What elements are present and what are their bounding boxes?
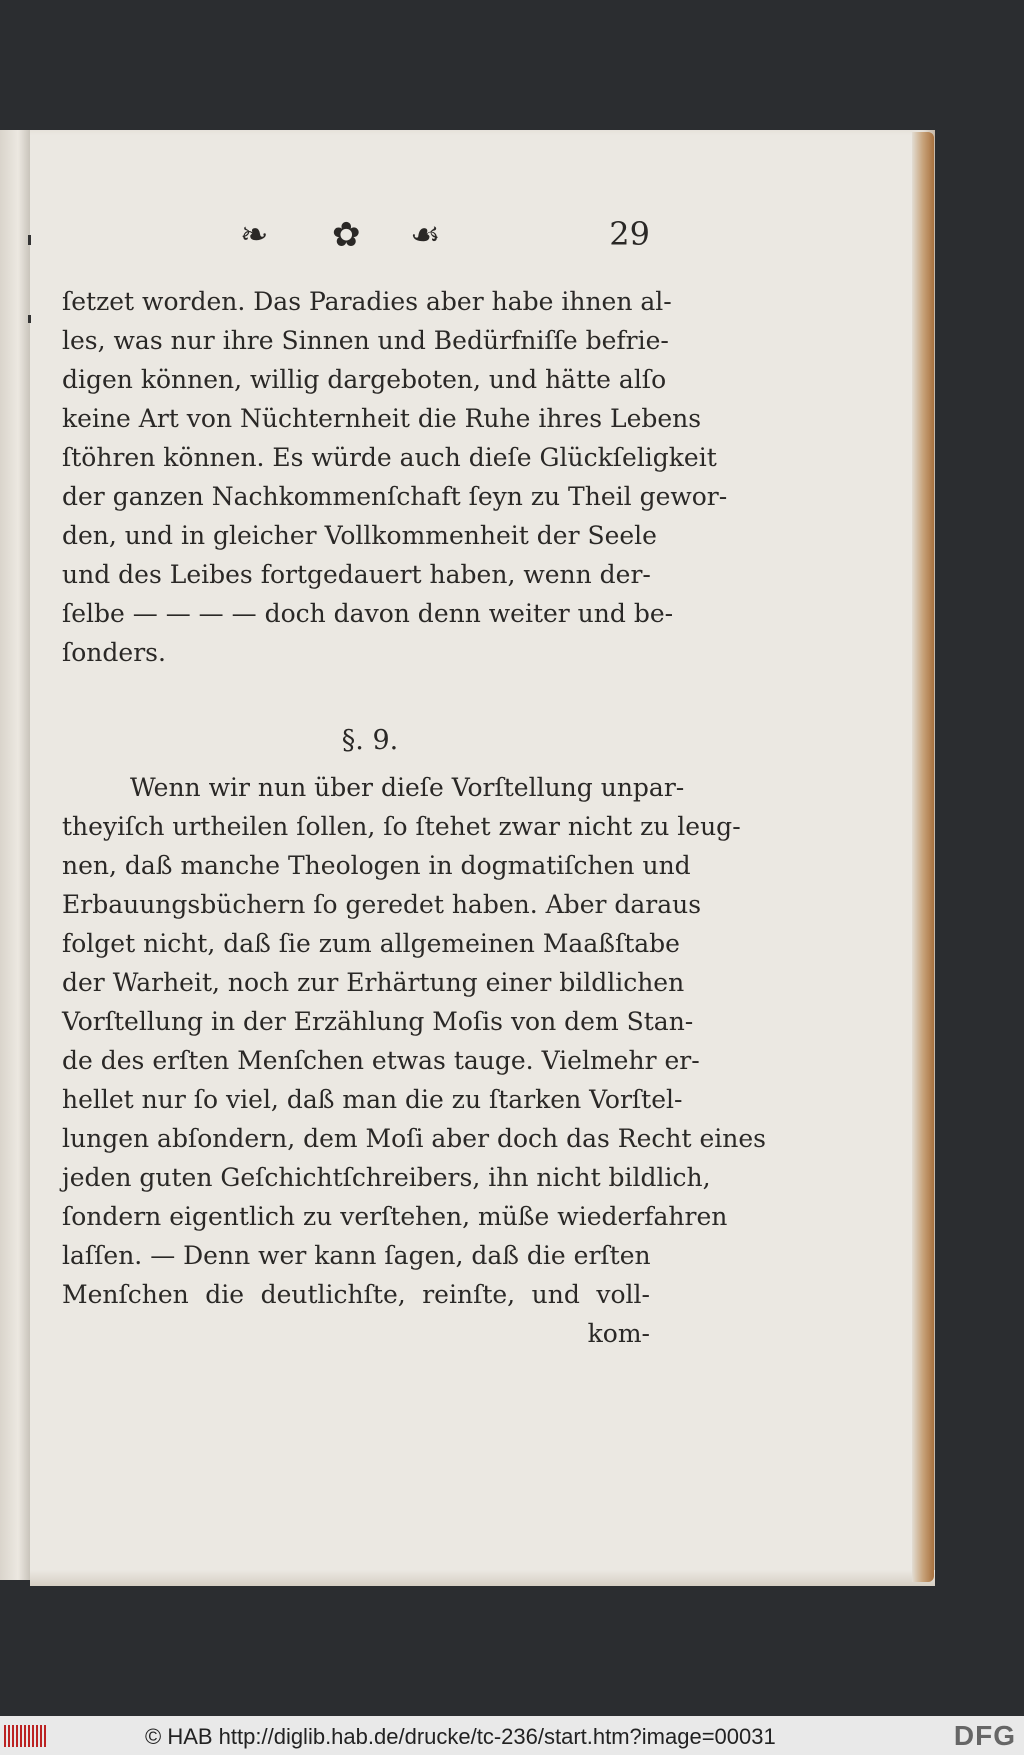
footer-bar (0, 1716, 1024, 1755)
paragraph-2 (62, 768, 767, 1353)
section-heading: §. 9. (341, 725, 399, 756)
margin-mark (28, 315, 31, 323)
page-bottom-edge (30, 1570, 935, 1586)
text-line: keine Art von Nüchternheit die Ruhe ihres Lebens (62, 404, 702, 433)
page-fore-edge (912, 132, 934, 1582)
text-line: ſondern eigentlich zu verſtehen, müße wiederfahren (62, 1202, 728, 1231)
text-line: der ganzen Nachkommenſchaft ſeyn zu Theil gewor- (62, 482, 728, 511)
text-line: jeden guten Geſchichtſchreibers, ihn nicht bildlich, (62, 1163, 711, 1192)
text-line: Menſchen die deutlichſte, reinſte, und voll- (62, 1280, 650, 1309)
paragraph-1 (62, 282, 728, 672)
ornament-left-icon: ❧ (240, 215, 269, 255)
text-line: laſſen. — Denn wer kann ſagen, daß die erſten (62, 1241, 651, 1270)
page-number: 29 (609, 215, 650, 253)
margin-mark (28, 235, 31, 245)
text-line: lungen abſondern, dem Moſi aber doch das Recht eines (62, 1124, 767, 1153)
text-line: theyiſch urtheilen ſollen, ſo ſtehet zwar nicht zu leug- (62, 812, 741, 841)
text-line: nen, daß manche Theologen in dogmatiſchen und (62, 851, 691, 880)
text-line: den, und in gleicher Vollkommenheit der Seele (62, 521, 657, 550)
text-line: Erbauungsbüchern ſo geredet haben. Aber daraus (62, 890, 702, 919)
text-line: digen können, willig dargeboten, und hätte alſo (62, 365, 667, 394)
text-line: ſonders. (62, 638, 166, 667)
catchword: kom- (587, 1319, 650, 1348)
text-line: ſtöhren können. Es würde auch dieſe Glückſeligkeit (62, 443, 717, 472)
text-line: der Warheit, noch zur Erhärtung einer bildlichen (62, 968, 685, 997)
text-line: Vorſtellung in der Erzählung Moſis von dem Stan- (62, 1007, 694, 1036)
text-line: Wenn wir nun über dieſe Vorſtellung unpar- (130, 773, 685, 802)
ornament-right-icon: ☙ (410, 215, 441, 255)
text-line: de des erſten Menſchen etwas tauge. Vielmehr er- (62, 1046, 700, 1075)
adjacent-page-edge (0, 130, 30, 1580)
dfg-logo: DFG (953, 1720, 1016, 1751)
text-line: hellet nur ſo viel, daß man die zu ſtarken Vorſtel- (62, 1085, 683, 1114)
text-line: les, was nur ihre Sinnen und Bedürfniſſe befrie- (62, 326, 669, 355)
text-line: folget nicht, daß ſie zum allgemeinen Maaßſtabe (62, 929, 680, 958)
copyright-link[interactable]: © HAB http://diglib.hab.de/drucke/tc-236/start.htm?image=00031 (145, 1724, 776, 1749)
ornament-center-icon: ✿ (332, 215, 361, 255)
barcode-icon (4, 1725, 46, 1747)
text-line: ſetzet worden. Das Paradies aber habe ihnen al- (62, 287, 672, 316)
text-line: ſelbe — — — — doch davon denn weiter und be- (62, 599, 674, 628)
text-line: und des Leibes fortgedauert haben, wenn der- (62, 560, 651, 589)
page-header (240, 215, 650, 265)
